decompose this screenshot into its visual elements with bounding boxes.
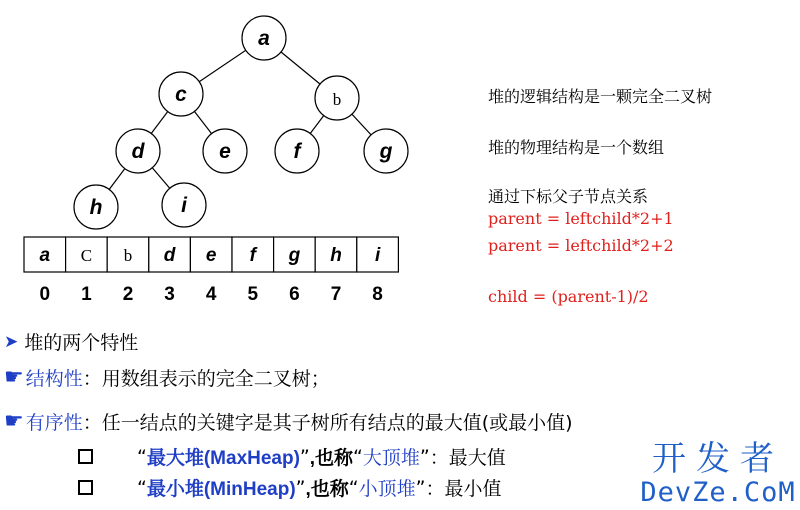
arrow-bullet-icon: ➤ [4,331,19,352]
close-quote: ” [419,445,430,468]
structure-label: 结构性 [25,368,83,390]
structure-feature-row [4,364,330,391]
array-index-2: 2 [122,284,134,305]
array-index-3: 3 [164,284,175,305]
watermark-top: 开发者 [652,439,784,479]
watermark-logo [640,440,796,508]
min-heap-tail: ：最小值 [425,478,502,500]
code-child: child = (parent-1)/2 [488,287,649,306]
max-heap-name: 最大堆(MaxHeap) [146,448,300,469]
checkbox-icon [78,480,93,495]
array-cells [24,237,398,272]
array-cell-label-5: f [249,245,256,266]
tree-node-label-g: g [379,140,393,163]
array-cell-label-7: h [330,245,342,266]
note-logical-structure: 堆的逻辑结构是一颗完全二叉树 [488,87,713,106]
tree-nodes [74,16,408,229]
tree-node-label-e: e [219,140,231,163]
watermark-bottom: DevZe.CoM [640,477,796,508]
checkbox-icon [78,449,93,464]
array-cell-label-0: a [39,245,51,266]
tree-node-label-h: h [89,196,103,219]
tree-node-label-i: i [181,194,187,217]
order-feature-row [4,408,573,435]
tree-node-label-f: f [293,140,301,163]
tree-node-label-c: c [175,83,187,106]
open-quote: “ [353,445,363,468]
array-cell-label-2: b [123,246,133,265]
pointing-hand-icon: ☛ [4,409,24,434]
array-index-5: 5 [247,284,259,305]
order-label: 有序性 [25,412,83,434]
note-physical-structure: 堆的物理结构是一个数组 [488,138,665,157]
code-parent-right: parent = leftchild*2+2 [488,236,674,255]
array-index-1: 1 [81,284,92,305]
features-heading: 堆的两个特性 [24,332,139,354]
order-text: ：任一结点的关键字是其子树所有结点的最大值(或最小值) [82,412,573,434]
open-quote: “ [137,476,147,499]
pointing-hand-icon: ☛ [4,365,24,390]
close-quote: ” [415,476,426,499]
tree-node-label-a: a [258,27,270,50]
tree-node-label-d: d [131,140,145,163]
min-heap-row [78,474,502,501]
structure-text: ：用数组表示的完全二叉树； [82,368,330,390]
array-cell-label-8: i [374,245,381,266]
array-cell-label-1: C [80,246,93,265]
open-quote: “ [137,445,147,468]
tree-edges [96,38,386,207]
max-heap-tail: ：最大值 [429,447,506,469]
array-index-8: 8 [372,284,383,305]
note-index-relation: 通过下标父子节点关系 [488,187,649,206]
tree-node-label-b: b [332,90,342,109]
array-index-6: 6 [289,284,300,305]
open-quote: “ [348,476,359,499]
array-indices [40,284,383,305]
array-cell-label-4: e [205,245,217,266]
close-quote: ” [295,476,306,499]
min-heap-name: 最小堆(MinHeap) [146,479,296,500]
array-index-0: 0 [39,284,51,305]
array-cell-label-3: d [163,245,176,266]
array-index-4: 4 [205,284,217,305]
min-heap-alias: 小顶堆 [358,478,416,500]
max-heap-row [78,443,506,470]
code-parent-left: parent = leftchild*2+1 [488,209,674,228]
aka-text: ,也称 [305,479,349,500]
array-index-7: 7 [330,284,342,305]
features-heading-row [4,328,138,355]
aka-text: ,也称 [309,448,354,469]
array-cell-label-6: g [288,245,301,266]
close-quote: ” [299,445,310,468]
max-heap-alias: 大顶堆 [362,447,420,469]
